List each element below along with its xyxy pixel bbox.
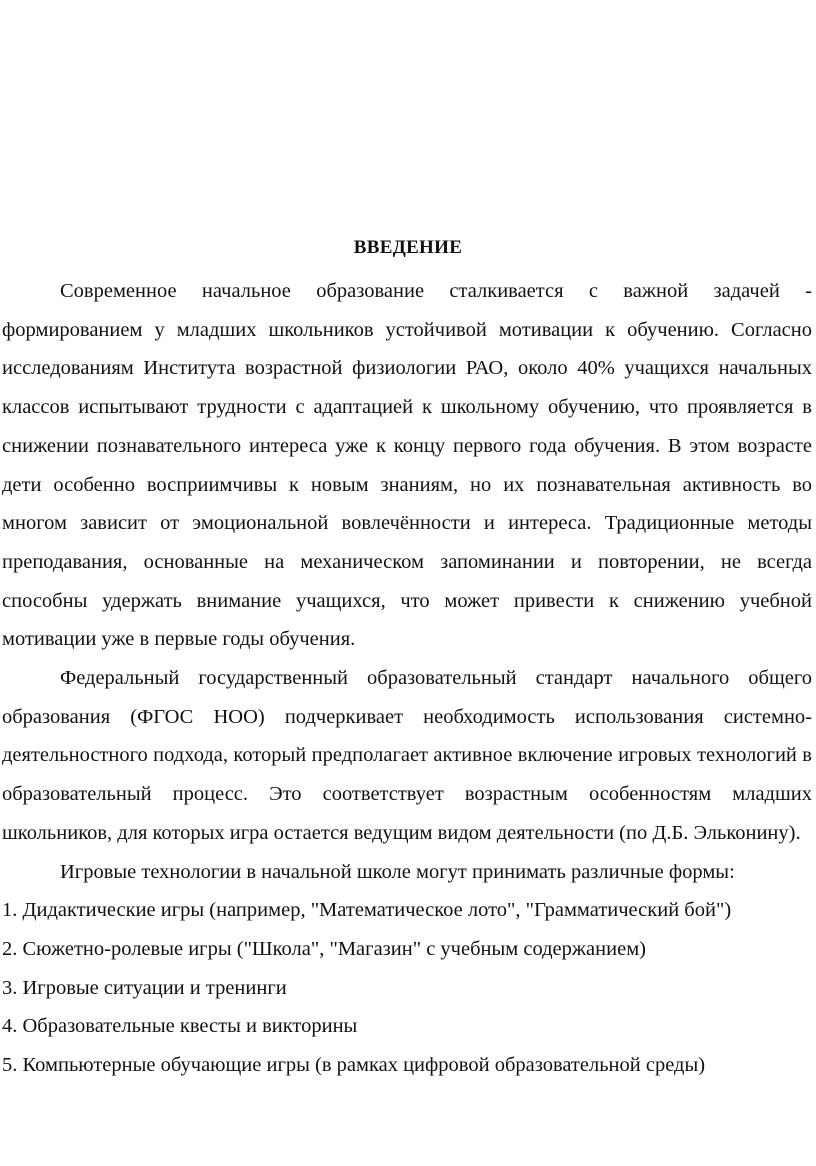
game-forms-list [2, 891, 812, 1085]
list-item: 2. Сюжетно-ролевые игры ("Школа", "Магазин" с учебным содержанием) [2, 937, 646, 960]
paragraph-intro: Современное начальное образование сталкивается с важной задачей - формированием у младших школьников устойчивой мотивации к обучению. Согласно исследованиям Института возрастной физиологии РАО, около 40% учащихся начальных классов испытывают трудности с адаптацией к школьному обучению, что проявляется в снижении познавательного интереса уже к концу первого года обучения. В этом возрасте дети особенно восприимчивы к новым знаниям, но их познавательная активность во многом зависит от эмоциональной вовлечённости и интереса. Традиционные методы преподавания, основанные на механическом запоминании и повторении, не всегда способны удержать внимание учащихся, что может привести к снижению учебной мотивации уже в первые годы обучения. [2, 280, 812, 651]
section-heading: ВВЕДЕНИЕ [353, 237, 463, 258]
paragraph-fgos: Федеральный государственный образовательный стандарт начального общего образования (ФГОС НОО) подчеркивает необходимость использования системно-деятельностного подхода, который предполагает активное включение игровых технологий в образовательный процесс. Это соответствует возрастным особенностям младших школьников, для которых игра остается ведущим видом деятельности (по Д.Б. Эльконину). [2, 667, 812, 844]
list-item: 5. Компьютерные обучающие игры (в рамках цифровой образовательной среды) [2, 1054, 706, 1077]
list-item: 4. Образовательные квесты и викторины [2, 1015, 358, 1038]
list-item: 1. Дидактические игры (например, "Математическое лото", "Грамматический бой") [2, 899, 732, 922]
document-body [2, 272, 812, 1085]
list-item: 3. Игровые ситуации и тренинги [2, 976, 287, 999]
paragraph-forms-intro: Игровые технологии в начальной школе могут принимать различные формы: [60, 860, 735, 883]
